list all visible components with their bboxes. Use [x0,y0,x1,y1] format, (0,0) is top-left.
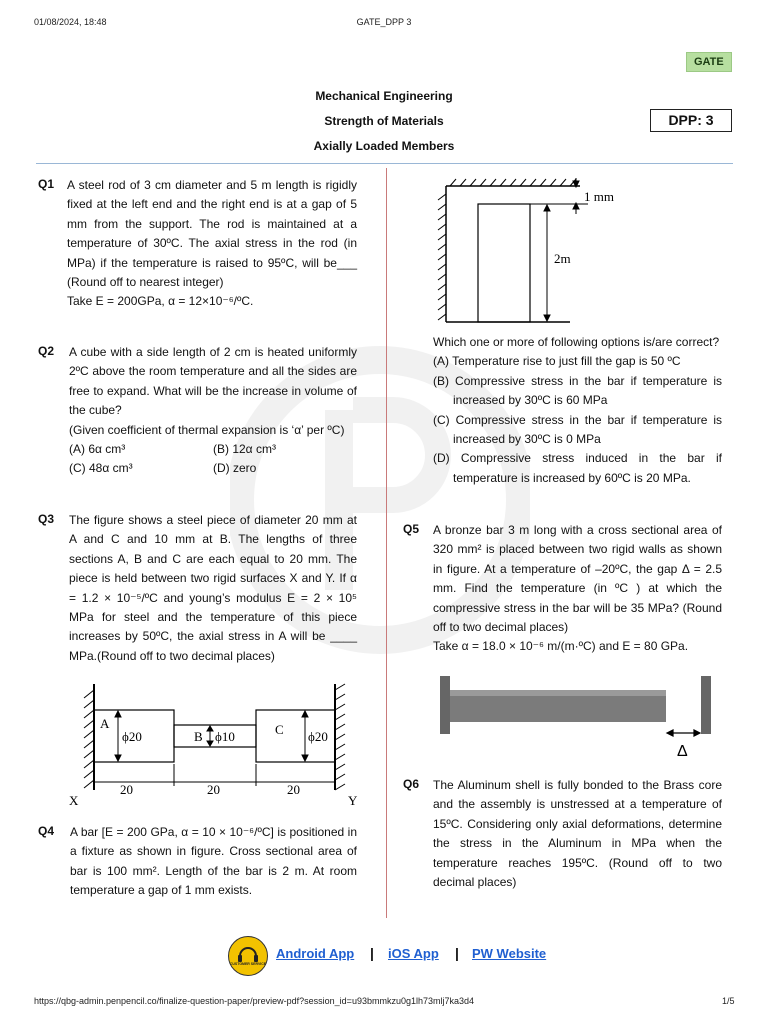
q4-bar-fixture-figure [430,176,630,328]
label-dia-c: ϕ20 [308,729,328,744]
q2-options [69,440,357,479]
column-divider [386,168,387,918]
q2-text: A cube with a side length of 2 cm is heated uniformly 2ºC above the room temperature and all the sides are free to expand. What will be the increase in volume of the cube? [69,345,357,418]
chapter-title: Axially Loaded Members [313,139,455,153]
q4-option-c: (C) Compressive stress in the bar if temperature is increased by 30ºC is 0 MPa [433,412,722,447]
length-b: 20 [207,782,220,797]
q4-option-a: (A) Temperature rise to just fill the gap is 50 ºC [433,354,681,369]
topic-title: Strength of Materials [324,114,444,128]
q3-stepped-bar-figure [60,682,370,812]
print-datetime: 01/08/2024, 18:48 [34,17,107,27]
label-c: C [275,722,284,737]
q1-number: Q1 [38,177,55,191]
print-page-number: 1/5 [722,996,735,1006]
q4-option-b: (B) Compressive stress in the bar if temperature is increased by 30ºC is 60 MPa [433,373,722,408]
length-c: 20 [287,782,300,797]
bar [478,204,530,322]
customer-service-icon[interactable] [228,936,268,976]
label-x: X [69,793,79,808]
headset-icon [229,937,267,975]
footer-separator-2: | [455,945,459,961]
fixture-left-hatch [438,194,446,320]
gap-arrow [667,730,700,736]
length-a: 20 [120,782,133,797]
subject-title: Mechanical Engineering [315,89,453,103]
q5-body [433,521,722,657]
q6-number: Q6 [403,777,420,791]
ios-app-link[interactable]: iOS App [388,946,439,961]
footer-separator-1: | [370,945,374,961]
label-b: B [194,729,203,744]
q1-text: A steel rod of 3 cm diameter and 5 m length is rigidly fixed at the left end and the right end is at a gap of 5 mm from the support. The rod is maintained at a temperature of 30ºC. The axial stress in the rod (in MPa) if the temperature is raised to 95ºC, will be___ (Round off to nearest integer) [67,178,357,290]
q2-body [69,343,357,479]
fixture-top-hatch [450,179,576,186]
label-dia-b: ϕ10 [215,729,235,744]
gap-dimension [530,178,588,214]
q1-body [67,176,357,312]
q2-option-d: (D) zero [213,461,257,476]
q2-given: (Given coefficient of thermal expansion is ‘α’ per ºC) [69,422,345,437]
print-url: https://qbg-admin.penpencil.co/finalize-question-paper/preview-pdf?session_id=u93bmmkzu0g1lh73mlj7ka3d4 [34,996,475,1006]
android-app-link[interactable]: Android App [276,946,355,961]
print-doc-title: GATE_DPP 3 [356,17,412,27]
q2-option-b: (B) 12α cm³ [213,442,276,457]
q4-continued [433,333,722,488]
gate-badge: GATE [686,52,732,72]
q5-given: Take α = 18.0 × 10⁻⁶ m/(m·ºC) and E = 80 GPa. [433,639,689,654]
q2-option-c: (C) 48α cm³ [69,461,133,476]
q4-prompt: Which one or more of following options is/are correct? [433,335,720,349]
label-a: A [100,716,110,731]
q6-text: The Aluminum shell is fully bonded to the Brass core and the assembly is unstressed at a temperature of 15ºC. Considering only axial deformations, determine the stress in the Aluminum in MPa when the temperature reaches 195ºC. (Round off to two decimal places) [433,778,722,890]
q4-number: Q4 [38,824,55,838]
header-divider [36,163,733,164]
label-y: Y [348,793,358,808]
wall-x-hatch [84,690,94,788]
q4-text: A bar [E = 200 GPa, α = 10 × 10⁻⁶/ºC] is positioned in a fixture as shown in figure. Cross sectional area of bar is 100 mm². Length of the bar is 2 m. At room temperature a gap of 1 mm exists. [70,825,357,898]
label-dia-a: ϕ20 [122,729,142,744]
q2-option-a: (A) 6α cm³ [69,442,126,457]
wall-y-hatch [335,684,345,790]
q3-number: Q3 [38,512,55,526]
q5-number: Q5 [403,522,420,536]
dpp-number-box: DPP: 3 [650,109,732,132]
q4-option-d: (D) Compressive stress induced in the bar if temperature is increased by 60ºC is 20 MPa. [433,451,722,485]
q5-text: A bronze bar 3 m long with a cross sectional area of 320 mm² is placed between two rigid walls as shown in figure. At a temperature of –20ºC, the gap Δ = 2.5 mm. Find the temperature (in ºC ) at which the compressive stress in the bar will be 35 MPa? (Round off to two decimal places) [433,523,722,635]
left-rigid-wall [440,676,450,734]
right-rigid-wall [701,676,711,734]
delta-label: Δ [677,743,688,760]
customer-service-label: CUSTOMER SERVICE [229,962,267,966]
q1-given: Take E = 200GPa, α = 12×10⁻⁶/ºC. [67,294,254,309]
pw-website-link[interactable]: PW Website [472,946,547,961]
q2-number: Q2 [38,344,55,358]
gap-label: 1 mm [584,189,614,204]
q5-bronze-bar-figure [436,673,726,765]
q3-text: The figure shows a steel piece of diameter 20 mm at A and C and 10 mm at B. The lengths of three sections A, B and C are each equal to 20 mm. The piece is held between two rigid surfaces X and Y. If α = 1.2 × 10⁻⁵/ºC and young’s modulus E = 2 × 10⁵ MPa for steel and the temperature of this piece increases by 50ºC, the axial stress in A will be ____ MPa.(Round off to two decimal places) [69,513,357,663]
length-dimension [544,205,550,321]
length-label: 2m [554,251,571,266]
